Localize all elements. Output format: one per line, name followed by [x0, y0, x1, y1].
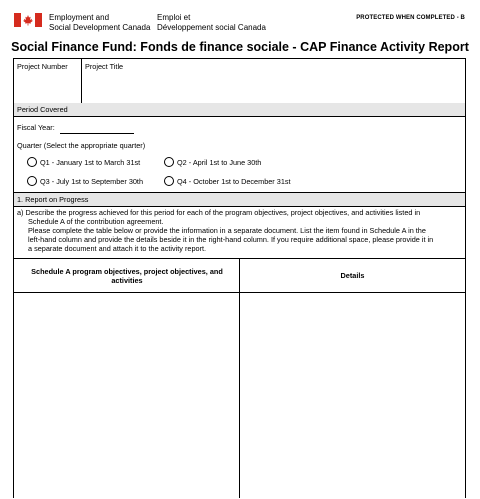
instruction-line1: a) Describe the progress achieved for this period for each of the program objectives, project objectives, and activities listed in	[17, 208, 421, 217]
instruction-line4: left-hand column and provide the details beside it in the right-hand column. If you require additional space, please provide it in	[28, 235, 434, 244]
dept-en-line2: Social Development Canada	[49, 23, 151, 32]
column-header-schedule-a	[16, 267, 238, 285]
project-title-field[interactable]	[82, 71, 464, 102]
report-on-progress-section	[14, 192, 465, 207]
page-header	[0, 0, 480, 36]
instruction-line5: a separate document and attach it to the activity report.	[28, 244, 207, 253]
instruction-line3: Please complete the table below or provide the information in a separate document. List the item found in Schedule A in the	[28, 226, 426, 235]
schedule-a-cell[interactable]	[14, 293, 239, 499]
instruction-line2: Schedule A of the contribution agreement.	[28, 217, 164, 226]
canada-flag-icon	[14, 13, 42, 27]
protected-label: PROTECTED WHEN COMPLETED - B	[356, 15, 465, 21]
project-number-label: Project Number	[17, 62, 68, 71]
column-header-details: Details	[340, 271, 365, 280]
dept-fr-line2: Développement social Canada	[157, 23, 266, 32]
quarter-option-q2: Q2 - April 1st to June 30th	[177, 158, 262, 167]
project-title-label: Project Title	[85, 62, 124, 71]
period-covered-section	[14, 103, 465, 117]
period-covered-label: Period Covered	[17, 105, 68, 114]
col1-header-line1: Schedule A program objectives, project objectives, and	[31, 267, 223, 276]
quarter-radio-q4[interactable]	[164, 176, 174, 186]
dept-en-line1: Employment and	[49, 13, 110, 22]
department-name-french	[157, 13, 266, 33]
report-form	[13, 58, 466, 498]
fiscal-year-label: Fiscal Year:	[17, 123, 55, 132]
quarter-label: Quarter (Select the appropriate quarter)	[17, 141, 146, 150]
report-on-progress-label: 1. Report on Progress	[17, 195, 89, 204]
details-cell[interactable]	[240, 293, 465, 499]
progress-instructions	[17, 208, 463, 253]
col1-header-line2: activities	[111, 276, 143, 285]
project-number-field[interactable]	[14, 59, 82, 103]
department-name-english	[49, 13, 150, 33]
quarter-radio-q1[interactable]	[27, 157, 37, 167]
quarter-radio-q3[interactable]	[27, 176, 37, 186]
dept-fr-line1: Emploi et	[157, 13, 191, 22]
form-title: Social Finance Fund: Fonds de finance sociale - CAP Finance Activity Report	[11, 40, 469, 54]
quarter-option-q3: Q3 - July 1st to September 30th	[40, 177, 144, 186]
quarter-option-q4: Q4 - October 1st to December 31st	[177, 177, 291, 186]
quarter-option-q1: Q1 - January 1st to March 31st	[40, 158, 141, 167]
fiscal-year-input[interactable]	[60, 133, 134, 134]
quarter-radio-q2[interactable]	[164, 157, 174, 167]
